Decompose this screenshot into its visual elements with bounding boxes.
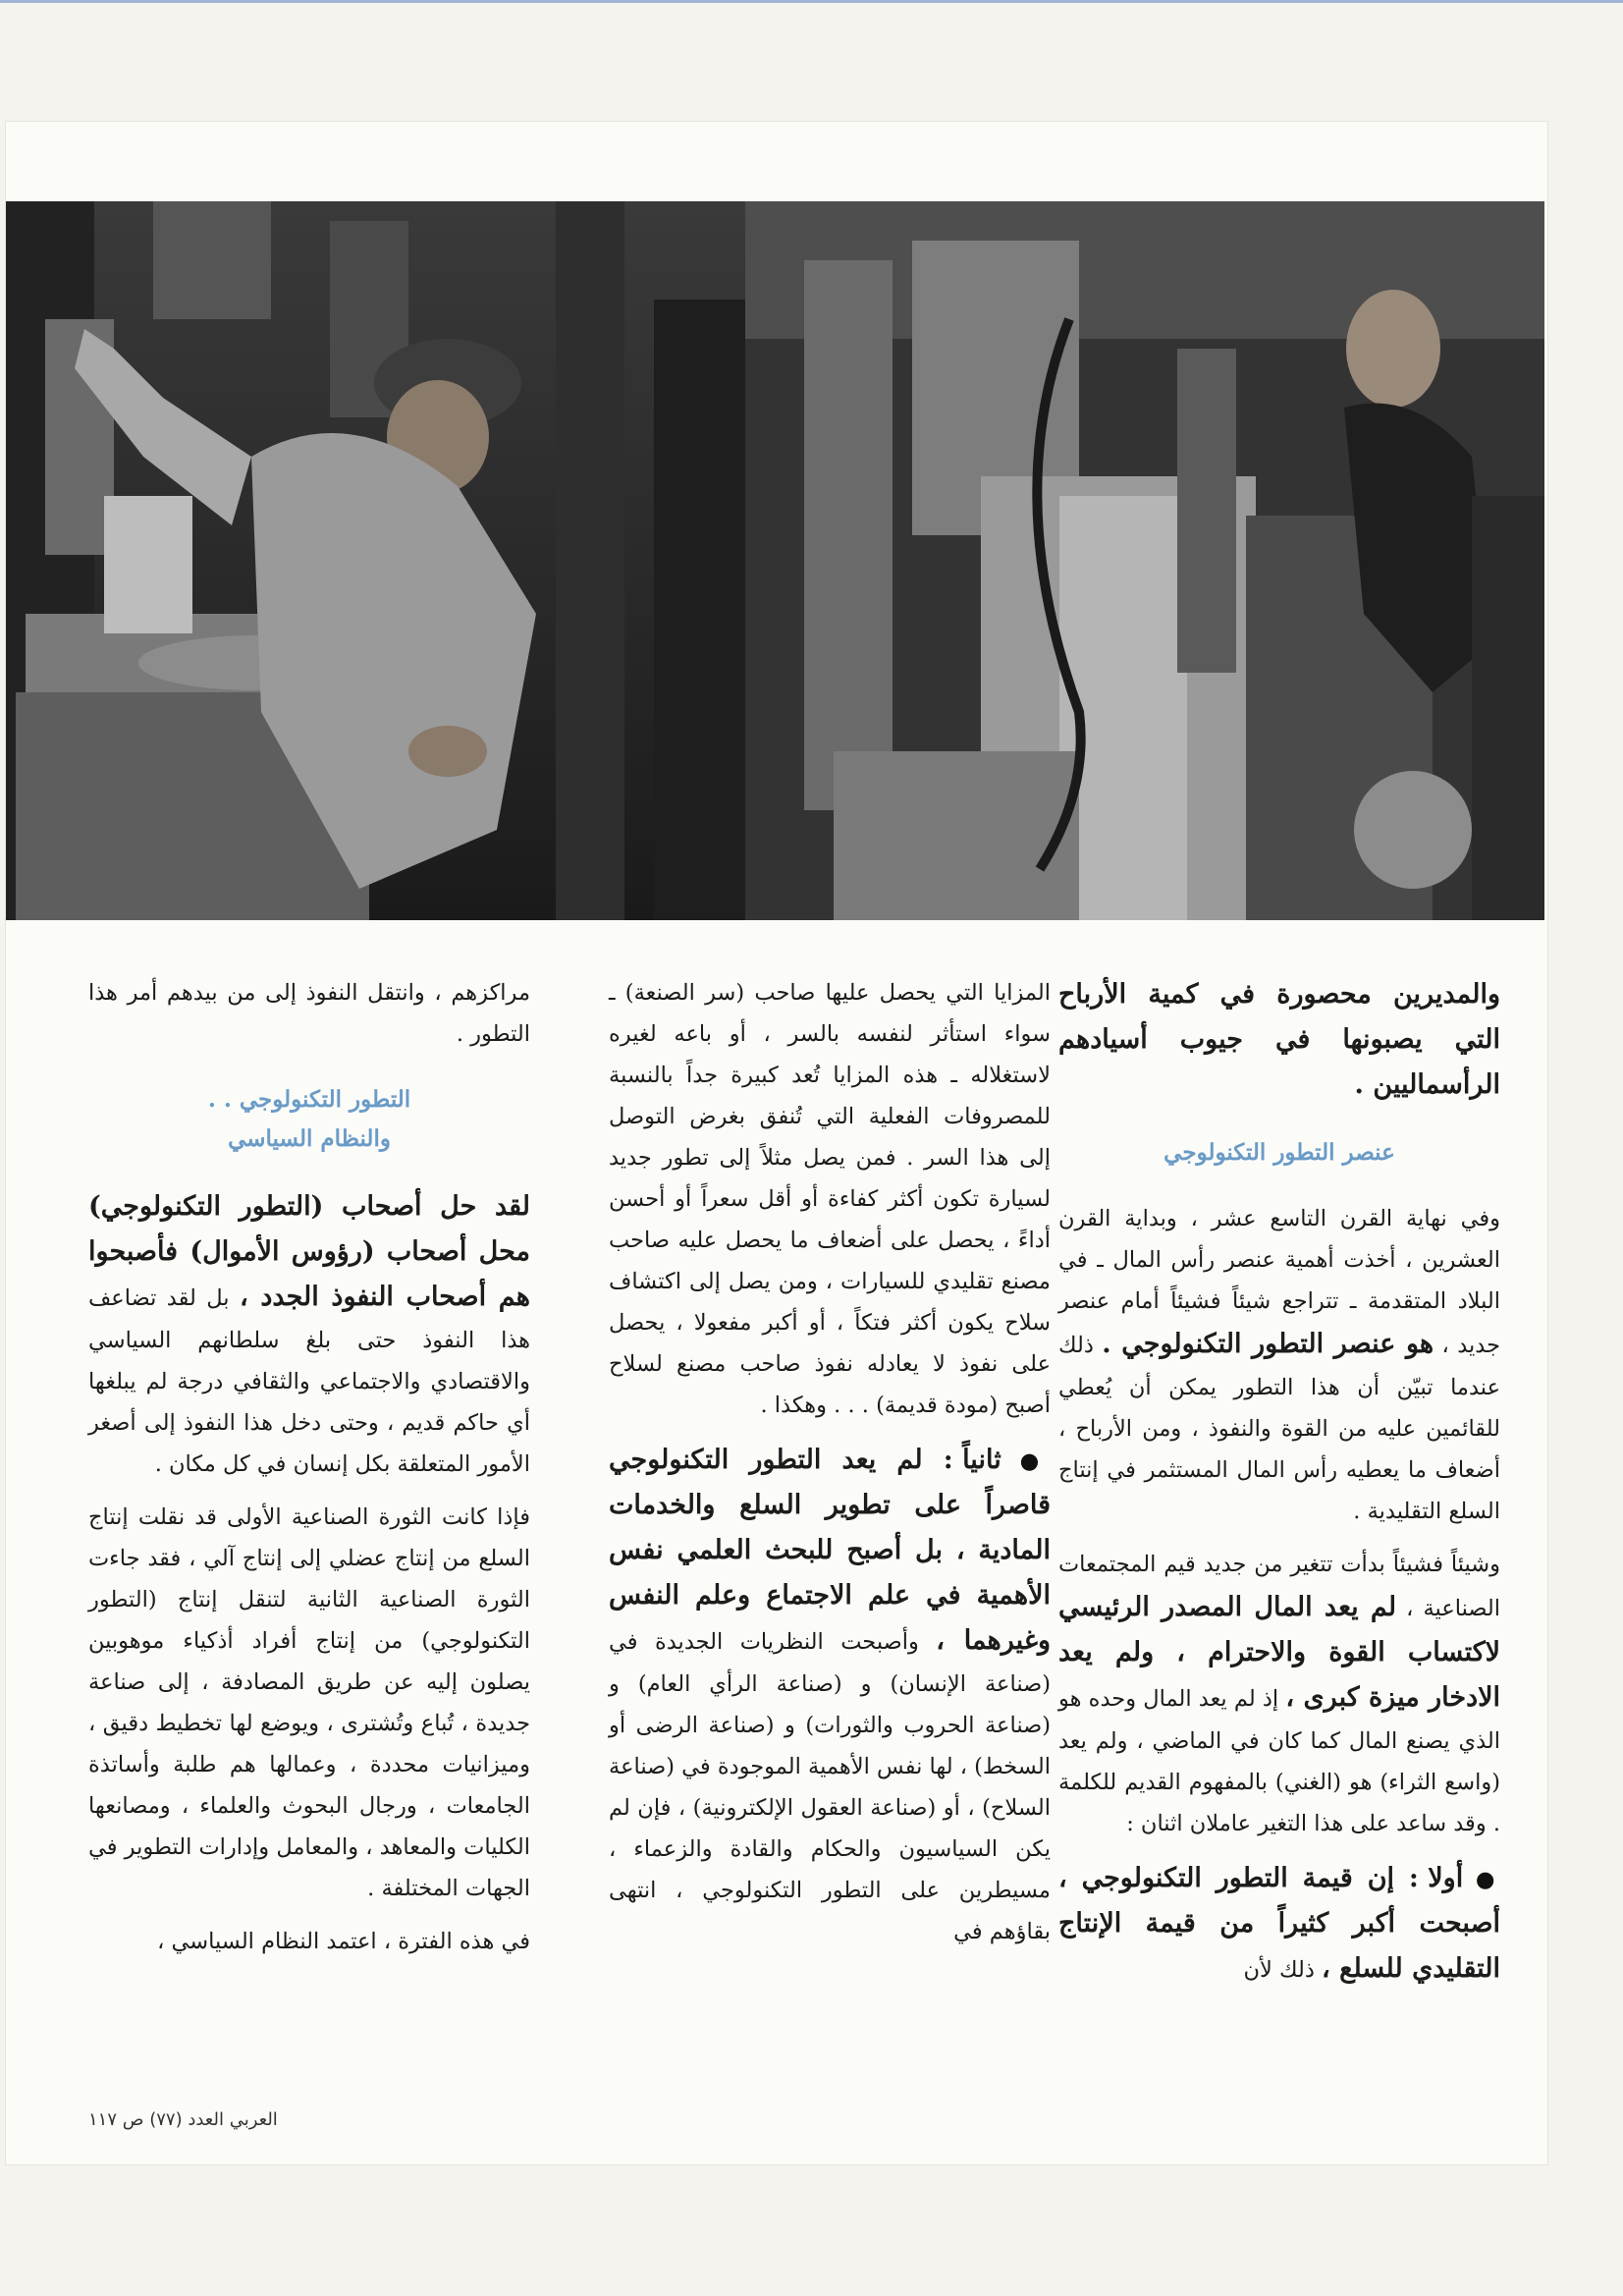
text-run: بل لقد تضاعف هذا النفوذ حتى بلغ سلطانهم السياسي والاقتصادي والاجتماعي والثقافي درجة لم يبلغها أي حاكم قديم ، وحتى دخل هذا النفوذ إلى أصغر الأمور المتعلقة بكل إنسان في كل مكان . [88,1285,530,1477]
top-rule [0,0,1623,3]
emphasis-text: هو عنصر التطور التكنولوجي . [1102,1329,1434,1359]
paragraph [88,1184,530,1485]
section-heading [88,1080,530,1159]
text-run: وشيئاً فشيئاً بدأت تتغير من جديد قيم المجتمعات الصناعية ، [1058,1552,1501,1621]
emphasis-text: لقد حل أصحاب (التطور التكنولوجي) محل أصحاب (رؤوس الأموال) فأصبحوا هم أصحاب النفوذ الجدد ، [88,1191,530,1312]
paragraph [609,1438,1051,1952]
text-run: وفي نهاية القرن التاسع عشر ، وبداية القرن العشرين ، أخذت أهمية عنصر رأس المال ـ في البلاد المتقدمة ـ تتراجع شيئاً فشيئاً أمام عنصر جديد ، [1058,1206,1500,1358]
photo-worker-lathe [6,201,745,920]
paragraph [1058,1198,1500,1532]
paragraph: المزايا التي يحصل عليها صاحب (سر الصنعة) ـ سواء استأثر لنفسه بالسر ، أو باعه لغيره لاستغلاله ـ هذه المزايا تُعد كبيرة جداً بالنسبة للمصروفات الفعلية التي تُنفق بغرض التوصل إلى هذا السر . فمن يصل مثلاً إلى تطور جديد لسيارة تكون أكثر كفاءة أو أقل سعراً أو أحسن أداءً ، يحصل على أضعاف ما يحصل عليه صاحب مصنع تقليدي للسيارات ، ومن يصل إلى اكتشاف سلاح يكون أكثر فتكاً ، أو أكبر مفعولا ، يحصل على نفوذ لا يعادله نفوذ صاحب مصنع لسلاح أصبح (مودة قديمة) . . . وهكذا . [609,980,1051,1418]
text-run: ذلك لأن [1243,1957,1322,1983]
text-column-middle [609,972,1051,1964]
photo-worker-machinery [745,201,1544,920]
section-heading: عنصر التطور التكنولوجي [1163,1139,1395,1166]
paragraph: فإذا كانت الثورة الصناعية الأولى قد نقلت إنتاج السلع من إنتاج عضلي إلى إنتاج آلي ، فقد جاءت الثورة الصناعية الثانية لتنقل إنتاج (التطور التكنولوجي) من إنتاج أفراد أذكياء موهوبين يصلون إليه عن طريق المصادفة ، إلى صناعة جديدة ، تُباع وتُشترى ، ويوضع لها تخطيط دقيق ، وميزانيات محددة ، وعمالها هم طلبة وأساتذة الجامعات ، ورجال البحوث والعلماء ، ومصانعها الكليات والمعاهد ، والمعامل وإدارات التطوير في الجهات المختلفة . [88,1504,530,1901]
heading-line: التطور التكنولوجي . . [207,1086,411,1113]
heading-line: والنظام السياسي [228,1125,391,1152]
text-column-left [88,972,530,1974]
emphasis-text: لم يعد المال المصدر الرئيسي لاكتساب القوة والاحترام ، ولم يعد الادخار ميزة كبرى ، [1058,1592,1500,1713]
paragraph: في هذه الفترة ، اعتمد النظام السياسي ، [157,1929,530,1954]
text-run: وأصبحت النظريات الجديدة في (صناعة الإنسان) و (صناعة الرأي العام) و (صناعة الحروب والثورات) و (صناعة الرضى أو السخط) ، لها نفس الأهمية الموجودة في (صناعة السلاح) ، أو (صناعة العقول الإلكترونية) ، فإن لم يكن السياسيون والحكام والقادة والزعماء ، مسيطرين على التطور التكنولوجي ، انتهى بقاؤهم في [609,1629,1051,1944]
emphasis-text: أولا : إن قيمة التطور التكنولوجي ، أصبحت أكبر كثيراً من قيمة الإنتاج التقليدي للسلع ، [1058,1863,1500,1984]
page-footer: العربي العدد (٧٧) ص ١١٧ [88,2109,278,2130]
text-run: ذلك عندما تبيّن أن هذا التطور يمكن أن يُعطي للقائمين عليه من القوة والنفوذ ، ومن الأرباح ، أضعاف ما يعطيه رأس المال المستثمر في إنتاج السلع التقليدية . [1058,1333,1500,1524]
bullet-icon: ● [1475,1867,1501,1892]
paragraph [1058,1856,1500,1992]
bullet-icon: ● [1019,1449,1051,1474]
text-column-right [1058,972,1500,2003]
paragraph: مراكزهم ، وانتقل النفوذ إلى من بيدهم أمر هذا التطور . [88,980,530,1047]
paragraph: والمديرين محصورة في كمية الأرباح التي يصبونها في جيوب أسيادهم الرأسماليين . [1058,979,1500,1100]
paragraph [1058,1544,1500,1844]
emphasis-text: ثانياً : لم يعد التطور التكنولوجي قاصراً على تطوير السلع والخدمات المادية ، بل أصبح للبحث العلمي نفس الأهمية في علم الاجتماع وعلم النفس وغيرهما ، [609,1445,1051,1656]
text-run: إذ لم يعد المال وحده هو الذي يصنع المال كما كان في الماضي ، ولم يعد (واسع الثراء) هو (الغني) بالمفهوم القديم للكلمة . وقد ساعد على هذا التغير عاملان اثنان : [1058,1686,1500,1836]
